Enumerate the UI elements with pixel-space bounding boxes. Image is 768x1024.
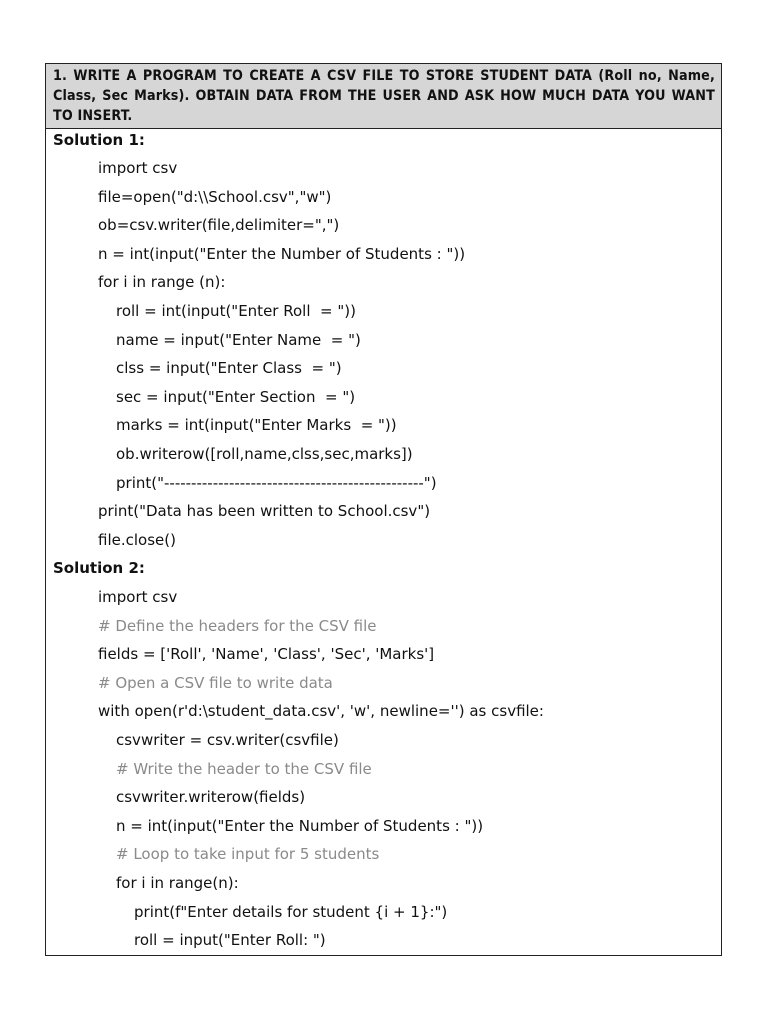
code-line: clss = input("Enter Class = ") — [116, 359, 342, 377]
code-line: print("------------------------------------------------") — [116, 474, 437, 492]
code-comment: # Define the headers for the CSV file — [98, 617, 377, 635]
code-line: ob.writerow([roll,name,clss,sec,marks]) — [116, 445, 413, 463]
code-comment: # Loop to take input for 5 students — [116, 845, 380, 863]
code-line: import csv — [98, 159, 178, 177]
code-line: csvwriter.writerow(fields) — [116, 788, 306, 806]
code-line: name = input("Enter Name = ") — [116, 331, 361, 349]
code-line: sec = input("Enter Section = ") — [116, 388, 356, 406]
question-text: 1. WRITE A PROGRAM TO CREATE A CSV FILE TO STORE STUDENT DATA (Roll no, Name, Class, Sec Marks). OBTAIN DATA FROM THE USER AND ASK HOW MUCH DATA YOU WANT TO INSERT. — [53, 68, 715, 124]
code-line: n = int(input("Enter the Number of Students : ")) — [116, 817, 484, 835]
code-line: print(f"Enter details for student {i + 1}:") — [134, 903, 448, 921]
code-line: fields = ['Roll', 'Name', 'Class', 'Sec', 'Marks'] — [98, 645, 435, 663]
code-line: roll = input("Enter Roll: ") — [134, 931, 326, 949]
question-header — [46, 64, 721, 129]
code-line: with open(r'd:\student_data.csv', 'w', newline='') as csvfile: — [98, 702, 544, 720]
code-line: file=open("d:\\School.csv","w") — [98, 188, 332, 206]
code-line: print("Data has been written to School.csv") — [98, 502, 431, 520]
code-line: ob=csv.writer(file,delimiter=",") — [98, 216, 340, 234]
code-line: import csv — [98, 588, 178, 606]
code-line: roll = int(input("Enter Roll = ")) — [116, 302, 356, 320]
code-line: for i in range (n): — [98, 273, 226, 291]
code-line: file.close() — [98, 531, 176, 549]
solution-1-label: Solution 1: — [53, 131, 145, 149]
code-comment: # Write the header to the CSV file — [116, 760, 372, 778]
solution-2-label: Solution 2: — [53, 559, 145, 577]
code-line: n = int(input("Enter the Number of Students : ")) — [98, 245, 466, 263]
code-line: marks = int(input("Enter Marks = ")) — [116, 416, 397, 434]
code-line: csvwriter = csv.writer(csvfile) — [116, 731, 339, 749]
code-comment: # Open a CSV file to write data — [98, 674, 333, 692]
code-line: for i in range(n): — [116, 874, 239, 892]
document-frame — [45, 63, 722, 956]
